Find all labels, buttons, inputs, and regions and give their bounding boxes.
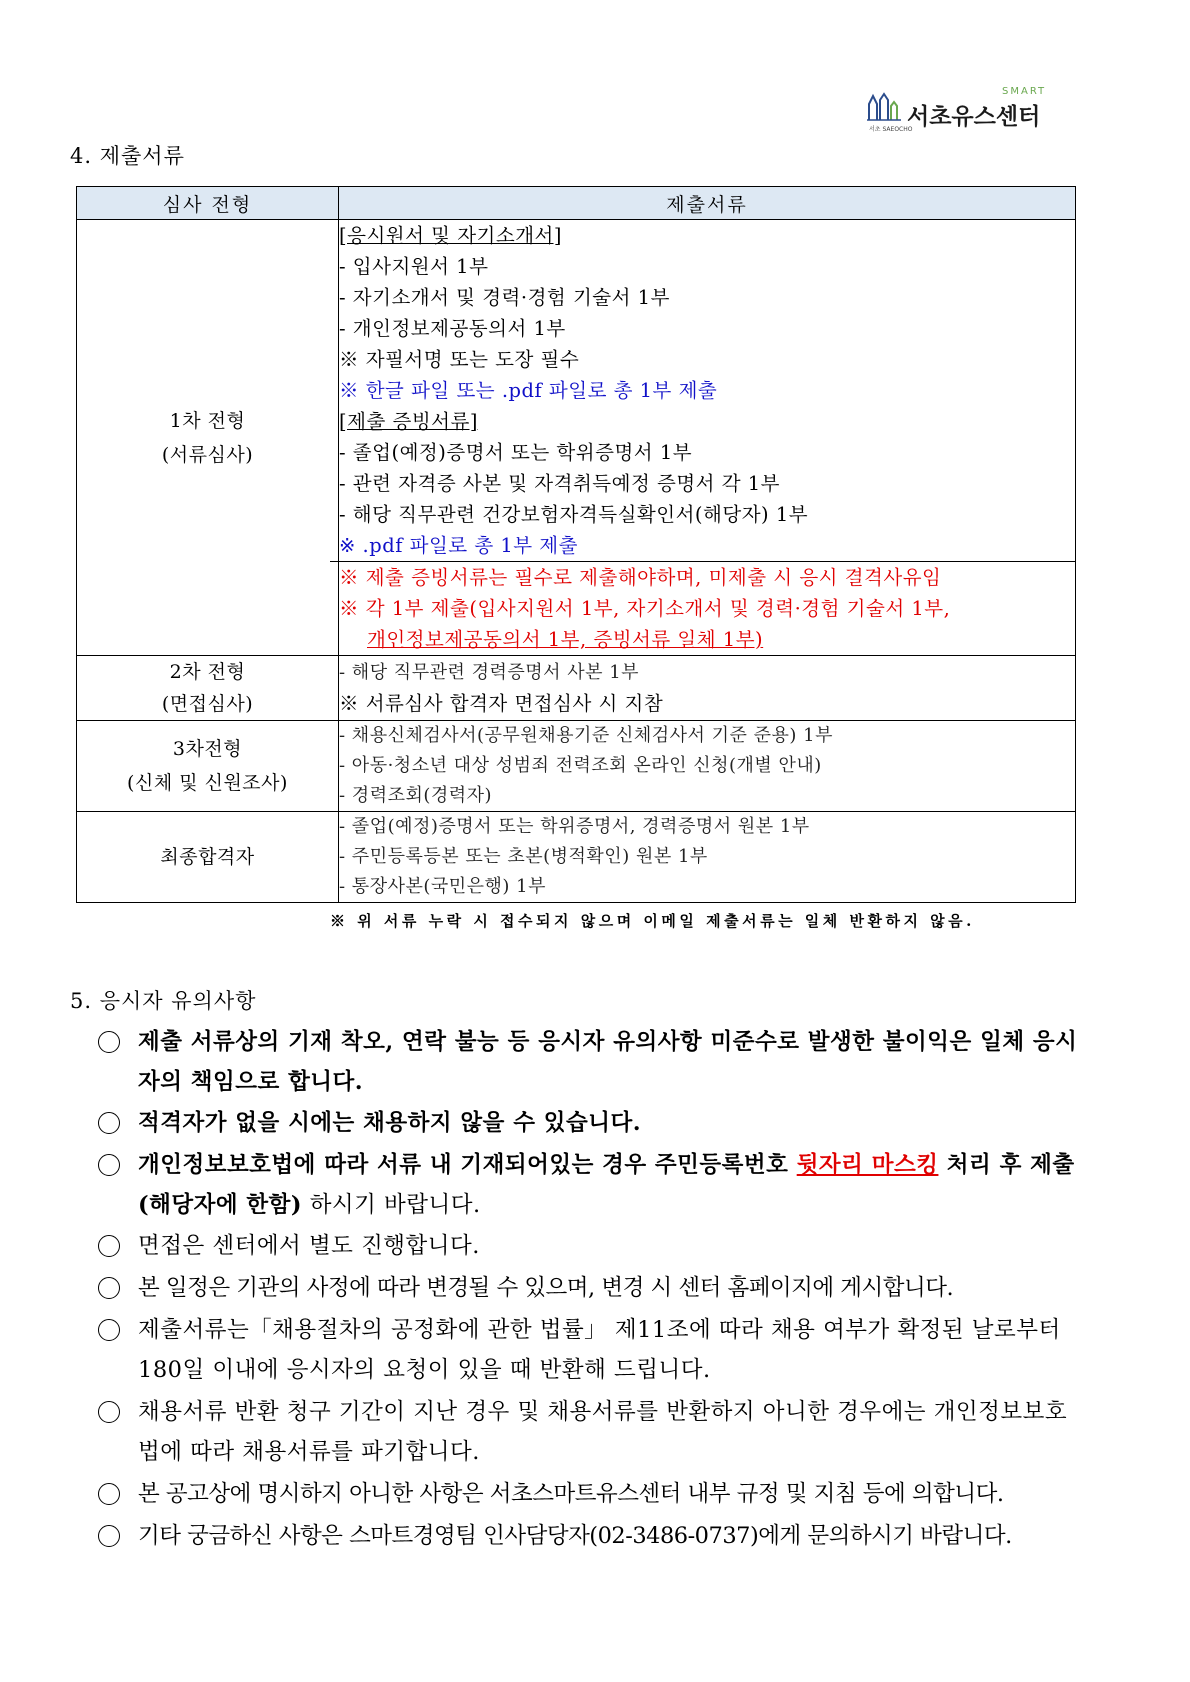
notice-text: 제출서류는「채용절차의 공정화에 관한 법률」 제11조에 따라 채용 여부가 확정된 날로부터 180일 이내에 응시자의 요청이 있을 때 반환해 드립니다. (138, 1317, 1061, 1383)
center-logo (867, 86, 1047, 136)
doc-note-blue: ※ .pdf 파일로 총 1부 제출 (339, 534, 578, 557)
notice-item (98, 1268, 1083, 1308)
notice-item (98, 1392, 1083, 1472)
documents-cell (339, 812, 1076, 903)
notice-item (98, 1226, 1083, 1266)
stage-detail: (서류심사) (161, 443, 254, 466)
stage-name: 3차전형 (172, 738, 243, 760)
doc-item: - 관련 자격증 사본 및 자격취득예정 증명서 각 1부 (339, 472, 780, 495)
logo-brand-name: 서초유스센터 (907, 104, 1041, 130)
circle-bullet-icon (98, 1235, 120, 1257)
doc-note-blue: ※ 한글 파일 또는 .pdf 파일로 총 1부 제출 (339, 379, 718, 402)
notice-text: 적격자가 없을 시에는 채용하지 않을 수 있습니다. (138, 1110, 642, 1136)
documents-cell (339, 721, 1076, 812)
doc-item: - 자기소개서 및 경력·경험 기술서 1부 (339, 286, 670, 309)
stage-detail: (면접심사) (161, 693, 254, 715)
red-notice-block (330, 561, 1075, 655)
doc-item: - 해당 직무관련 경력증명서 사본 1부 (339, 661, 640, 683)
doc-note: ※ 자필서명 또는 도장 필수 (339, 348, 580, 371)
table-row (77, 812, 1076, 903)
notice-text: 제출 서류상의 기재 착오, 연락 불능 등 응시자 유의사항 미준수로 발생한 불이익은 일체 응시자의 책임으로 합니다. (138, 1029, 1078, 1095)
table-row (77, 721, 1076, 812)
doc-item: - 통장사본(국민은행) 1부 (339, 876, 547, 897)
circle-bullet-icon (98, 1277, 120, 1299)
documents-cell (339, 656, 1076, 721)
doc-group-heading: [응시원서 및 자기소개서] (339, 224, 562, 247)
notice-item (98, 1145, 1083, 1225)
stage-cell (77, 656, 339, 721)
table-footnote: ※ 위 서류 누락 시 접수되지 않으며 이메일 제출서류는 일체 반환하지 않음. (330, 912, 975, 930)
city-skyline-icon (867, 92, 903, 122)
stage-name: 2차 전형 (169, 661, 246, 683)
logo-smart-text: SMART (1002, 86, 1047, 97)
table-row (77, 220, 1076, 656)
table-row (77, 656, 1076, 721)
logo-subtext: 서초 SAEOCHO (869, 126, 913, 133)
circle-bullet-icon (98, 1154, 120, 1176)
doc-item: - 해당 직무관련 건강보험자격득실확인서(해당자) 1부 (339, 503, 809, 526)
notice-text: 채용서류 반환 청구 기간이 지난 경우 및 채용서류를 반환하지 아니한 경우에는 개인정보보호법에 따라 채용서류를 파기합니다. (138, 1399, 1068, 1465)
doc-item: - 입사지원서 1부 (339, 255, 489, 278)
header-stage: 심사 전형 (77, 187, 339, 220)
doc-note: ※ 서류심사 합격자 면접심사 시 지참 (339, 691, 664, 715)
header-documents: 제출서류 (339, 187, 1076, 220)
circle-bullet-icon (98, 1112, 120, 1134)
section-5-title: 5. 응시자 유의사항 (70, 989, 257, 1013)
stage-name: 1차 전형 (169, 409, 246, 432)
circle-bullet-icon (98, 1401, 120, 1423)
notice-text (98, 1145, 1083, 1225)
doc-item: - 아동·청소년 대상 성범죄 전력조회 온라인 신청(개별 안내) (339, 755, 822, 776)
doc-note-red: 개인정보제공동의서 1부, 증빙서류 일체 1부) (367, 628, 764, 651)
submission-documents-table (76, 186, 1076, 903)
notice-item (98, 1474, 1083, 1514)
stage-detail: (신체 및 신원조사) (127, 772, 288, 794)
notice-item (98, 1310, 1083, 1390)
masking-highlight: 뒷자리 마스킹 (796, 1152, 939, 1178)
stage-name: 최종합격자 (160, 845, 255, 868)
notice-text: 기타 궁금하신 사항은 스마트경영팀 인사담당자(02-3486-0737)에게 문의하시기 바랍니다. (138, 1523, 1012, 1549)
circle-bullet-icon (98, 1483, 120, 1505)
doc-group-heading: [제출 증빙서류] (339, 410, 478, 433)
notice-text-part: 처리 후 제출(해당자에 한함) (138, 1152, 1075, 1218)
notice-item (98, 1022, 1083, 1102)
doc-item: - 경력조회(경력자) (339, 785, 493, 806)
circle-bullet-icon (98, 1031, 120, 1053)
stage-cell (77, 721, 339, 812)
circle-bullet-icon (98, 1525, 120, 1547)
stage-cell (77, 220, 339, 656)
stage-cell (77, 812, 339, 903)
notice-text: 면접은 센터에서 별도 진행합니다. (138, 1233, 480, 1259)
notice-text-part: 하시기 바랍니다. (302, 1192, 481, 1218)
notice-text: 본 공고상에 명시하지 아니한 사항은 서초스마트유스센터 내부 규정 및 지침 등에 의합니다. (138, 1481, 1004, 1507)
doc-item: - 개인정보제공동의서 1부 (339, 317, 566, 340)
notice-item (98, 1103, 1083, 1143)
notice-text-part: 개인정보보호법에 따라 서류 내 기재되어있는 경우 주민등록번호 (138, 1152, 797, 1178)
doc-item: - 졸업(예정)증명서 또는 학위증명서 1부 (339, 441, 693, 464)
doc-note-red: ※ 각 1부 제출(입사지원서 1부, 자기소개서 및 경력·경험 기술서 1부, (339, 597, 951, 620)
documents-cell (339, 220, 1076, 656)
notice-item (98, 1516, 1083, 1556)
section-4-title: 4. 제출서류 (70, 144, 185, 168)
circle-bullet-icon (98, 1319, 120, 1341)
notice-text: 본 일정은 기관의 사정에 따라 변경될 수 있으며, 변경 시 센터 홈페이지에 게시합니다. (138, 1275, 954, 1301)
doc-item: - 졸업(예정)증명서 또는 학위증명서, 경력증명서 원본 1부 (339, 816, 810, 837)
table-header-row (77, 187, 1076, 220)
doc-note-red: ※ 제출 증빙서류는 필수로 제출해야하며, 미제출 시 응시 결격사유임 (339, 566, 942, 589)
doc-item: - 채용신체검사서(공무원채용기준 신체검사서 기준 준용) 1부 (339, 725, 833, 746)
doc-item: - 주민등록등본 또는 초본(병적확인) 원본 1부 (339, 846, 708, 867)
